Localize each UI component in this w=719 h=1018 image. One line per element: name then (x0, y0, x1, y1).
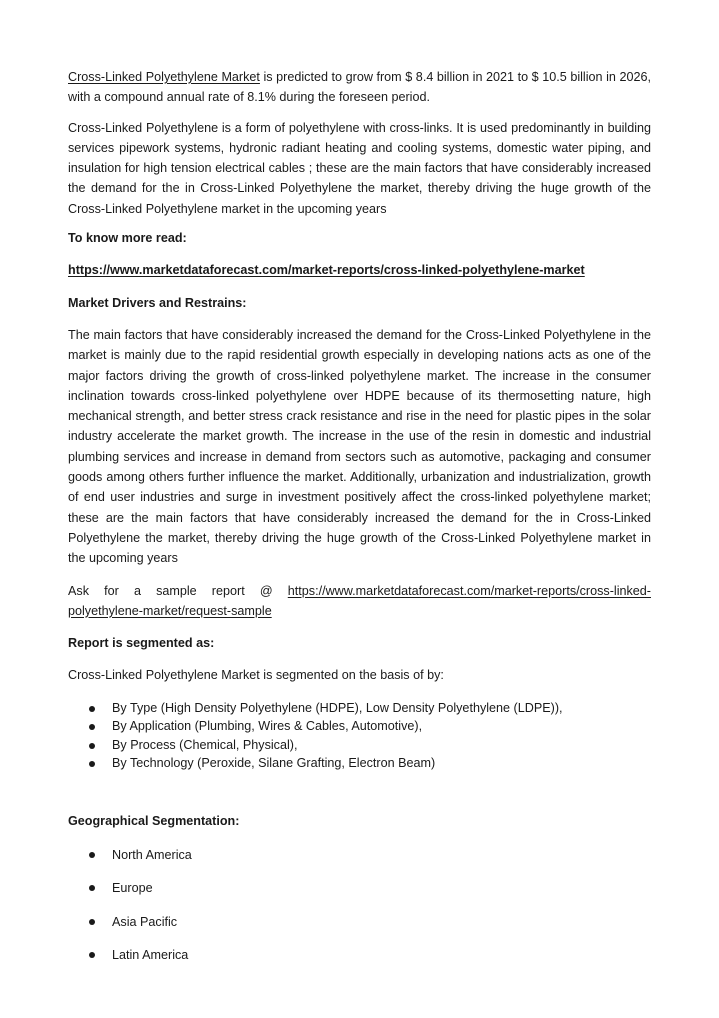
definition-paragraph: Cross-Linked Polyethylene is a form of polyethylene with cross-links. It is used predominantly in building services pipework systems, hydronic radiant heating and cooling systems, domestic water piping, and insulation for high tension electrical cables ; these are the main factors that have considerably increased the demand for the in Cross-Linked Polyethylene the market, thereby driving the huge growth of the Cross-Linked Polyethylene market in the upcoming years (68, 120, 651, 216)
list-item (68, 845, 651, 865)
intro-paragraph (68, 67, 651, 108)
list-item (68, 699, 651, 718)
list-item-text: Latin America (112, 947, 189, 962)
drivers-heading: Market Drivers and Restrains: (68, 295, 247, 310)
market-link[interactable]: Cross-Linked Polyethylene Market (68, 70, 260, 84)
list-item-text: By Type (High Density Polyethylene (HDPE), Low Density Polyethylene (LDPE)), (112, 700, 563, 715)
segmentation-list (68, 699, 651, 773)
bullet-icon (89, 706, 95, 712)
know-more-url-line (68, 260, 651, 280)
bullet-icon (89, 952, 95, 958)
list-item-text: By Application (Plumbing, Wires & Cables, Automotive), (112, 719, 423, 734)
know-more-heading: To know more read: (68, 231, 187, 246)
list-item (68, 945, 651, 965)
list-item-text: Europe (112, 881, 153, 896)
segmentation-intro: Cross-Linked Polyethylene Market is segmented on the basis of by: (68, 668, 444, 683)
list-item-text: By Technology (Peroxide, Silane Grafting, Electron Beam) (112, 756, 436, 771)
sample-request-link[interactable]: https://www.marketdataforecast.com/market-reports/cross-linked-polyethylene-market/request-sample (68, 583, 651, 618)
report-url-link[interactable]: https://www.marketdataforecast.com/market-reports/cross-linked-polyethylene-market (68, 263, 585, 278)
list-item-text: By Process (Chemical, Physical), (112, 737, 298, 752)
list-item (68, 912, 651, 932)
bullet-icon (89, 885, 95, 891)
geo-list (68, 845, 651, 965)
document-page (68, 67, 651, 978)
list-item (68, 754, 651, 773)
list-item (68, 717, 651, 736)
list-item (68, 736, 651, 755)
list-item (68, 878, 651, 898)
geo-heading: Geographical Segmentation: (68, 813, 240, 828)
intro-text: is predicted to grow from $ 8.4 billion in 2021 to $ 10.5 billion in 2026, with a compound annual rate of 8.1% during the foreseen period. (68, 70, 651, 105)
bullet-icon (89, 743, 95, 749)
sample-paragraph (68, 581, 651, 622)
list-item-text: Asia Pacific (112, 914, 178, 929)
bullet-icon (89, 852, 95, 858)
bullet-icon (89, 761, 95, 767)
drivers-paragraph: The main factors that have considerably increased the demand for the Cross-Linked Polyethylene in the market is mainly due to the rapid residential growth especially in developing nations acts as one of the major factors driving the growth of cross-linked polyethylene market. The increase in the consumer inclination towards cross-linked polyethylene over HDPE because of its thermosetting nature, high mechanical strength, and better stress crack resistance and rise in the need for plastic pipes in the solar industry accelerate the market growth. The increase in the use of the resin in domestic and industrial plumbing services and increase in demand from sectors such as automotive, packaging and consumer goods among others further influence the market. Additionally, urbanization and industrialization, growth of end user industries and surge in investment positively affect the cross-linked polyethylene market; these are the main factors that have considerably increased the demand for the in Cross-Linked Polyethylene the market, thereby driving the huge growth of the Cross-Linked Polyethylene market in the upcoming years (68, 327, 651, 566)
list-item-text: North America (112, 848, 192, 863)
segmentation-heading: Report is segmented as: (68, 636, 215, 651)
sample-prefix: Ask for a sample report @ (68, 583, 288, 598)
bullet-icon (89, 724, 95, 730)
bullet-icon (89, 919, 95, 925)
